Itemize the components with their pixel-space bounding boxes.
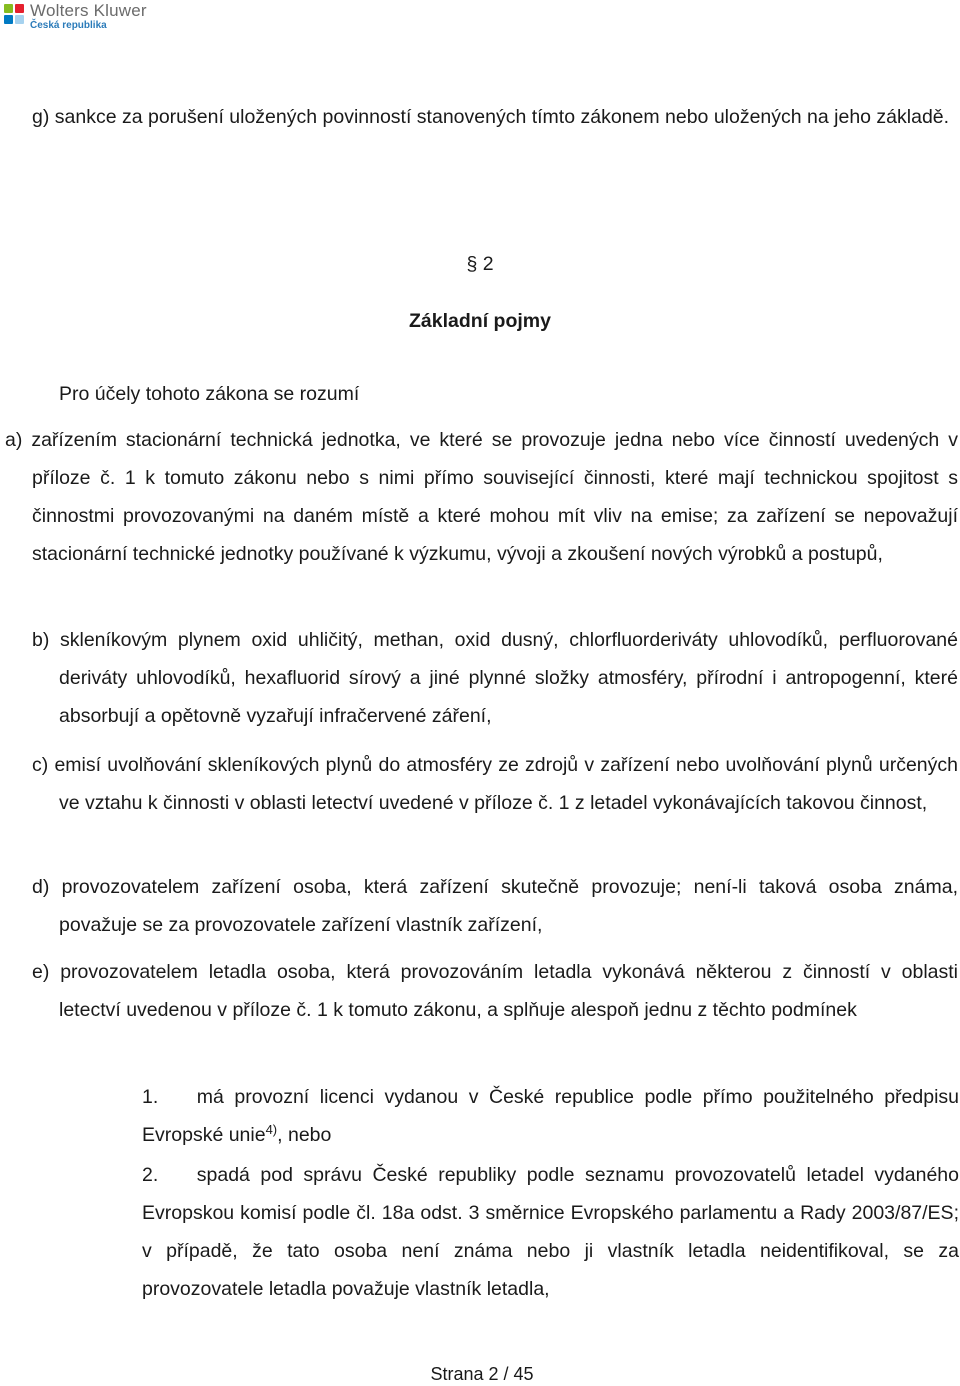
condition-2: [114, 1156, 959, 1308]
section-number: § 2: [466, 253, 494, 275]
condition-1-text: má provozní licenci vydanou v České republice podle přímo použitelného předpisu Evropské unie: [142, 1086, 959, 1146]
condition-1: 1. má provozní licenci vydanou v České republice podle přímo použitelného předpisu Evropské unie$^{4)}$, nebo: [114, 1078, 959, 1154]
definition-c: c) emisí uvolňování skleníkových plynů do atmosféry ze zdrojů v zařízení nebo uvolňování plynů určených ve vztahu k činnosti v oblasti letectví uvedené v příloze č. 1 z letadel vykonávajících takovou činnost,: [32, 754, 958, 814]
item-g: g) sankce za porušení uložených povinností stanovených tímto zákonem nebo uložených na jeho základě.: [32, 106, 950, 128]
page-number: Strana 2 / 45: [430, 1364, 534, 1384]
intro-text: Pro účely tohoto zákona se rozumí: [59, 383, 360, 405]
definition-e: e) provozovatelem letadla osoba, která provozováním letadla vykonává některou z činností v oblasti letectví uvedenou v příloze č. 1 k tomuto zákonu, a splňuje alespoň jednu z těchto podmínek: [32, 961, 958, 1021]
definition-d: d) provozovatelem zařízení osoba, která zařízení skutečně provozuje; není-li taková osoba známa, považuje se za provozovatele zařízení vlastník zařízení,: [32, 876, 958, 936]
definition-b: b) skleníkovým plynem oxid uhličitý, methan, oxid dusný, chlorfluorderiváty uhlovodíků, perfluorované deriváty uhlovodíků, hexafluorid sírový a jiné plynné složky atmosféry, přírodní i antropogenní, které absorbují a opětovně vyzařují infračervené záření,: [32, 629, 958, 727]
definition-a: a) zařízením stacionární technická jednotka, ve které se provozuje jedna nebo více činností uvedených v příloze č. 1 k tomuto zákonu nebo s nimi přímo související činnosti, které mají technickou spojitost s činnostmi provozovanými na daném místě a které mohou mít vliv na emise; za zařízení se nepovažují stacionární technické jednotky používané k výzkumu, vývoji a zkoušení nových výrobků a postupů,: [5, 429, 958, 565]
condition-2-text: spadá pod správu České republiky podle seznamu provozovatelů letadel vydaného Evropskou komisí podle čl. 18a odst. 3 směrnice Evropského parlamentu a Rady 2003/87/ES; v případě, že tato osoba není známa nebo ji vlastník letadla neidentifikoval, se za provozovatele letadla považuje vlastník letadla,: [142, 1164, 959, 1300]
condition-2-number: 2.: [142, 1164, 159, 1186]
section-title: Základní pojmy: [409, 310, 551, 332]
condition-1-number: 1.: [142, 1086, 159, 1108]
brand-region: Česká republika: [30, 20, 107, 31]
brand-name: Wolters Kluwer: [30, 1, 147, 20]
footnote-ref: 4): [265, 1122, 278, 1137]
